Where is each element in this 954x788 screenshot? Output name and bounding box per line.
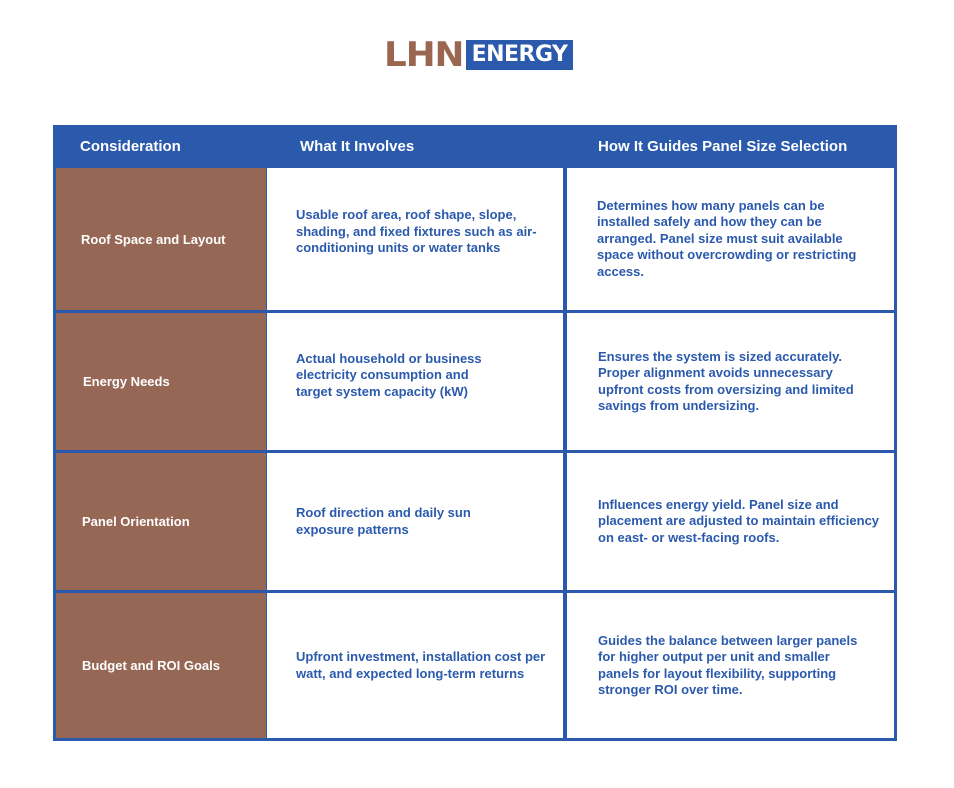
row-budget-roi-involves (267, 593, 563, 738)
row-energy-needs-involves (267, 313, 563, 450)
row-panel-orientation-involves (267, 453, 563, 590)
row-panel-orientation-consideration (56, 453, 266, 590)
row-energy-needs-consideration (56, 313, 266, 450)
guides-text: Ensures the system is sized accurately. Proper alignment avoids unnecessary upfront costs from oversizing and limited savings from undersizing. (598, 348, 854, 413)
consideration-label: Panel Orientation (82, 514, 190, 529)
guides-text: Guides the balance between larger panels for higher output per unit and smaller panels for layout flexibility, supporting stronger ROI over time. (598, 632, 858, 697)
guides-text: Influences energy yield. Panel size and placement are adjusted to maintain efficiency on east- or west-facing roofs. (598, 496, 880, 545)
row-roof-space-guides (567, 168, 894, 310)
table-header (53, 125, 897, 166)
row-budget-roi-consideration (56, 593, 266, 738)
header-what-it-involves: What It Involves (300, 138, 415, 155)
row-energy-needs-guides (567, 313, 894, 450)
header-how-it-guides: How It Guides Panel Size Selection (598, 138, 848, 155)
header-consideration: Consideration (80, 138, 181, 155)
row-roof-space-consideration (56, 168, 266, 310)
involves-text: Actual household or business electricity consumption and target system capacity (kW) (296, 350, 482, 399)
guides-text: Determines how many panels can be installed safely and how they can be arranged. Panel size must suit available space without overcrowding or restricting access. (597, 197, 857, 279)
consideration-label: Energy Needs (83, 374, 170, 389)
row-roof-space-involves (267, 168, 563, 310)
panel-size-table (53, 125, 897, 741)
logo-energy-text: ENERGY (466, 40, 573, 70)
involves-text: Usable roof area, roof shape, slope, shading, and fixed fixtures such as air-conditioning units or water tanks (296, 207, 537, 256)
logo-lhn-text: LHN (384, 35, 464, 75)
consideration-label: Budget and ROI Goals (82, 658, 220, 673)
row-budget-roi-guides (567, 593, 894, 738)
brand-logo (384, 35, 573, 75)
involves-text: Upfront investment, installation cost per watt, and expected long-term returns (296, 649, 546, 681)
consideration-label: Roof Space and Layout (81, 231, 226, 247)
involves-text: Roof direction and daily sun exposure patterns (296, 505, 471, 537)
row-panel-orientation-guides (567, 453, 894, 590)
